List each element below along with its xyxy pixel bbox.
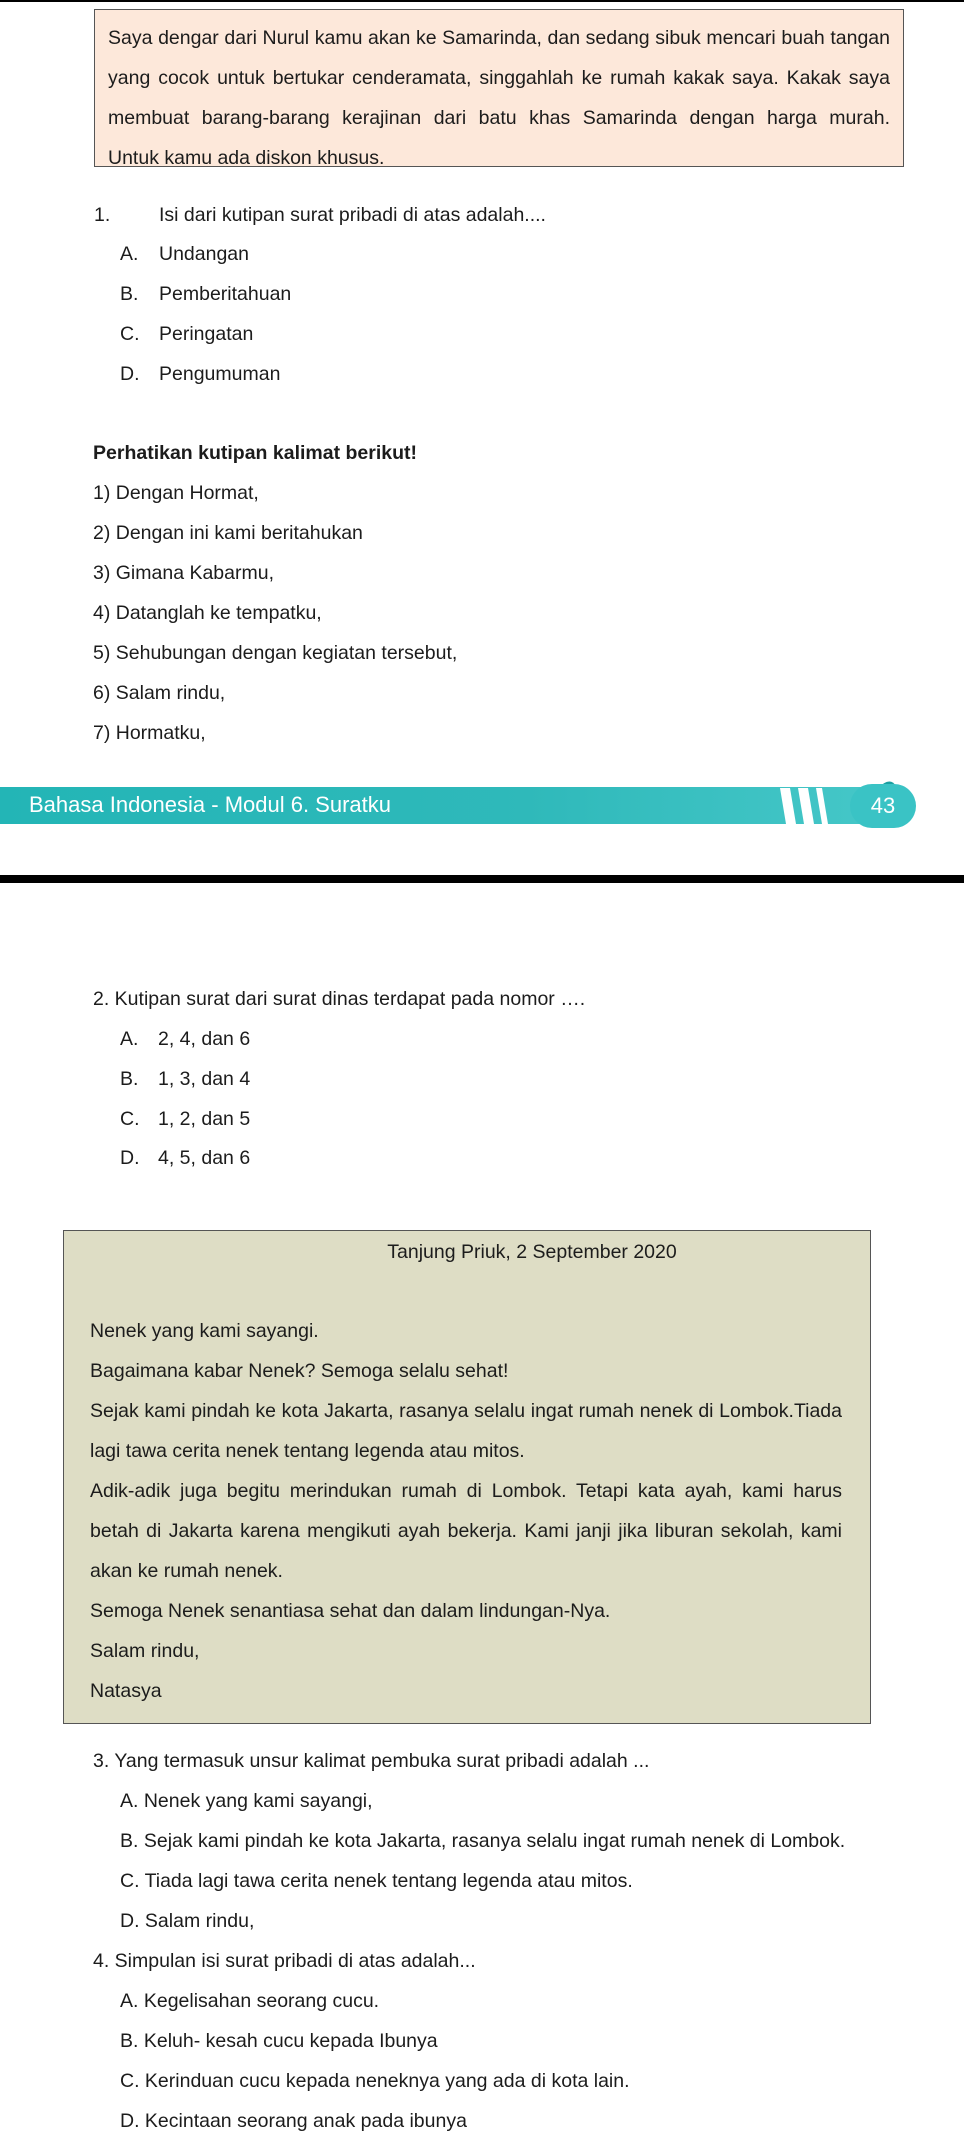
excerpt-line: yang cocok untuk bertukar cenderamata, singgahlah ke rumah kakak saya. Kakak saya bbox=[108, 67, 890, 89]
option-text: C. Kerinduan cucu kepada neneknya yang ada di kota lain. bbox=[120, 2070, 630, 2092]
letter-excerpt-box bbox=[94, 9, 904, 167]
excerpt-item: 7) Hormatku, bbox=[93, 722, 206, 744]
letter-line: Bagaimana kabar Nenek? Semoga selalu sehat! bbox=[90, 1360, 509, 1382]
excerpt-heading: Perhatikan kutipan kalimat berikut! bbox=[93, 442, 418, 464]
option-text: D. Salam rindu, bbox=[120, 1910, 255, 1932]
footer-module-title: Bahasa Indonesia - Modul 6. Suratku bbox=[29, 792, 392, 817]
option-text: D. Kecintaan seorang anak pada ibunya bbox=[120, 2110, 467, 2132]
option-letter: B. bbox=[120, 283, 139, 305]
option-text: 1, 3, dan 4 bbox=[158, 1068, 251, 1090]
option-text: B. Sejak kami pindah ke kota Jakarta, rasanya selalu ingat rumah nenek di Lombok. bbox=[120, 1830, 846, 1852]
option-letter: D. bbox=[120, 363, 140, 385]
letter-line: betah di Jakarta karena mengikuti ayah bekerja. Kami janji jika liburan sekolah, kami bbox=[90, 1520, 842, 1542]
letter-line: akan ke rumah nenek. bbox=[90, 1560, 283, 1582]
letter-line: Adik-adik juga begitu merindukan rumah di Lombok. Tetapi kata ayah, kami harus bbox=[90, 1480, 842, 1502]
letter-line: Semoga Nenek senantiasa sehat dan dalam lindungan-Nya. bbox=[90, 1600, 611, 1622]
page-number-badge: 43 bbox=[850, 784, 916, 828]
option-letter: A. bbox=[120, 1028, 139, 1050]
excerpt-item: 6) Salam rindu, bbox=[93, 682, 226, 704]
option-text: A. Nenek yang kami sayangi, bbox=[120, 1790, 373, 1812]
excerpt-line: membuat barang-barang kerajinan dari batu khas Samarinda dengan harga murah. bbox=[108, 107, 890, 129]
option-text: Peringatan bbox=[159, 323, 254, 345]
option-text: 1, 2, dan 5 bbox=[158, 1108, 251, 1130]
option-text: C. Tiada lagi tawa cerita nenek tentang legenda atau mitos. bbox=[120, 1870, 633, 1892]
excerpt-item: 4) Datanglah ke tempatku, bbox=[93, 602, 322, 624]
option-text: 2, 4, dan 6 bbox=[158, 1028, 251, 1050]
option-text: B. Keluh- kesah cucu kepada Ibunya bbox=[120, 2030, 438, 2052]
excerpt-item: 2) Dengan ini kami beritahukan bbox=[93, 522, 363, 544]
option-letter: B. bbox=[120, 1068, 139, 1090]
letter-line: lagi tawa cerita nenek tentang legenda atau mitos. bbox=[90, 1440, 525, 1462]
personal-letter-box bbox=[63, 1230, 871, 1724]
option-letter: D. bbox=[120, 1147, 140, 1169]
excerpt-line: Saya dengar dari Nurul kamu akan ke Samarinda, dan sedang sibuk mencari buah tangan bbox=[108, 27, 890, 49]
question-1-text: Isi dari kutipan surat pribadi di atas adalah.... bbox=[159, 204, 546, 226]
excerpt-line: Untuk kamu ada diskon khusus. bbox=[108, 147, 385, 169]
letter-line: Sejak kami pindah ke kota Jakarta, rasanya selalu ingat rumah nenek di Lombok.Tiada bbox=[90, 1400, 842, 1422]
excerpt-item: 3) Gimana Kabarmu, bbox=[93, 562, 274, 584]
option-text: Pemberitahuan bbox=[159, 283, 292, 305]
option-text: Pengumuman bbox=[159, 363, 281, 385]
option-text: A. Kegelisahan seorang cucu. bbox=[120, 1990, 380, 2012]
excerpt-item: 1) Dengan Hormat, bbox=[93, 482, 259, 504]
question-4-text: 4. Simpulan isi surat pribadi di atas adalah... bbox=[93, 1950, 476, 1972]
letter-line: Salam rindu, bbox=[90, 1640, 200, 1662]
top-rule bbox=[0, 0, 964, 2]
option-text: 4, 5, dan 6 bbox=[158, 1147, 251, 1169]
question-2-text: 2. Kutipan surat dari surat dinas terdapat pada nomor …. bbox=[93, 988, 586, 1010]
excerpt-item: 5) Sehubungan dengan kegiatan tersebut, bbox=[93, 642, 458, 664]
question-3-text: 3. Yang termasuk unsur kalimat pembuka surat pribadi adalah ... bbox=[93, 1750, 650, 1772]
option-letter: A. bbox=[120, 243, 139, 265]
option-text: Undangan bbox=[159, 243, 249, 265]
option-letter: C. bbox=[120, 1108, 140, 1130]
page-separator bbox=[0, 875, 964, 883]
question-1-number: 1. bbox=[94, 204, 111, 226]
option-letter: C. bbox=[120, 323, 140, 345]
letter-date: Tanjung Priuk, 2 September 2020 bbox=[387, 1241, 677, 1263]
letter-greeting: Nenek yang kami sayangi. bbox=[90, 1320, 319, 1342]
letter-signature: Natasya bbox=[90, 1680, 162, 1702]
